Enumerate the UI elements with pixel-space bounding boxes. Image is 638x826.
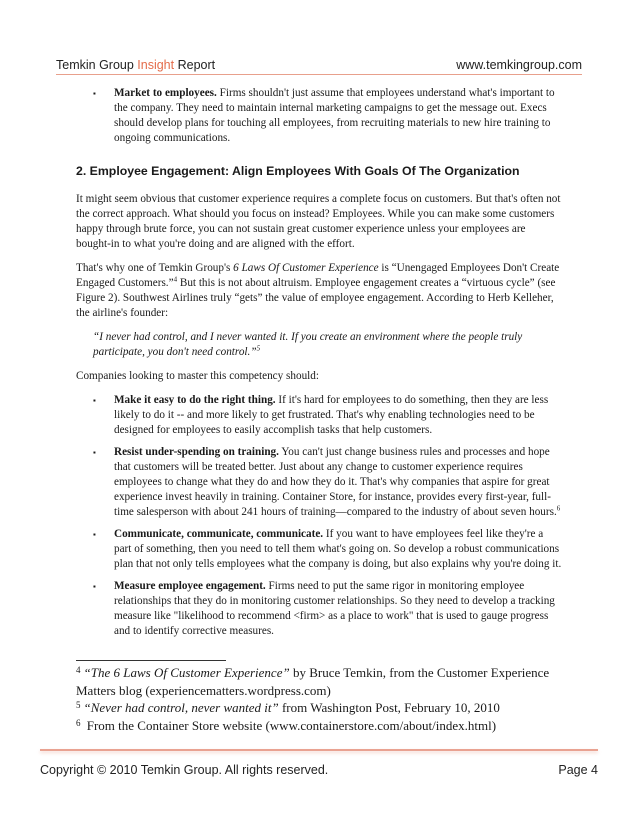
list-item	[76, 527, 562, 572]
kelleher-quote: “I never had control, and I never wanted it. If you create an environment where the people truly participate, you don't need control.”$^5$	[93, 331, 523, 358]
bullet-text: If it's hard for employees to do something, then they are less likely to do it -- and more likely to get frustrated. That's why enabling technologies need to be designed for employees to easily accomplish tasks that help customers.	[114, 394, 549, 436]
page-number: Page 4	[558, 763, 598, 777]
bullet-icon: ▪	[93, 582, 96, 591]
list-item	[76, 86, 562, 146]
footnote-text: by Bruce Temkin, from the Customer Experience Matters blog (experiencematters.wordpress.com)	[76, 665, 550, 698]
footer-divider	[40, 749, 598, 751]
footnote-title: “The 6 Laws Of Customer Experience”	[83, 665, 290, 680]
paragraph-intro: It might seem obvious that customer experience requires a complete focus on customers. But that's often not the correct approach. What should you focus on instead? Employees. While you can make some customers happy through brute force, you can not sustain great customer experience unless your employees are bought-in to what you're doing and are aligned with the effort.	[76, 193, 561, 250]
footnote	[76, 664, 566, 699]
bullet-title: Measure employee engagement.	[114, 580, 266, 592]
footnote-number: 4	[76, 665, 81, 675]
bullet-icon: ▪	[93, 530, 96, 539]
list-item	[76, 393, 562, 438]
bullet-icon: ▪	[93, 448, 96, 457]
book-title: 6 Laws Of Customer Experience	[233, 262, 379, 274]
header-url: www.temkingroup.com	[456, 58, 582, 72]
bullet-title: Communicate, communicate, communicate.	[114, 528, 324, 540]
footnote-ref: 5	[256, 344, 261, 353]
footnote-ref: 4	[173, 275, 178, 284]
copyright-text: Copyright © 2010 Temkin Group. All rights reserved.	[40, 763, 329, 777]
list-item	[76, 445, 562, 520]
header-divider	[56, 74, 582, 75]
footnote-number: 5	[76, 700, 81, 710]
list-item	[76, 579, 562, 639]
footnote-text: From the Container Store website (www.containerstore.com/about/index.html)	[83, 717, 497, 733]
footnote-ref: 6	[556, 504, 561, 513]
footnote	[76, 699, 566, 717]
bullet-title: Market to employees.	[114, 87, 217, 99]
footnote-text: from Washington Post, February 10, 2010	[278, 700, 500, 715]
top-bullet-list	[76, 86, 562, 146]
footnote-divider	[76, 660, 226, 661]
paragraph-laws: That's why one of Temkin Group's 6 Laws Of Customer Experience is “Unengaged Employees Don't Create Engaged Customers.”$^4$ But this is not about altruism. Employee engagement creates a “virtuous cycle” (see Figure 2). Southwest Airlines truly “gets” the value of employee engagement. According to Herb Kelleher, the airline's founder:	[76, 262, 560, 319]
report-brand: Temkin Group Insight Report	[56, 58, 216, 72]
footnote	[76, 717, 566, 735]
bullet-text: If you want to have employees feel like they're a part of something, then you need to tell them what's going on. So develop a robust communications plan that not only tells employees what the company is doing, but also explains why you're doing it.	[114, 528, 562, 570]
brand-highlight: Insight	[137, 58, 175, 72]
bullet-title: Resist under-spending on training.	[114, 446, 279, 458]
competency-bullet-list	[76, 393, 562, 639]
bullet-title: Make it easy to do the right thing.	[114, 394, 276, 406]
bullet-text: Firms shouldn't just assume that employees understand what's important to the company. They need to maintain internal marketing campaigns to get the message out. Execs should develop plans for touching all employees, from recruiting materials to new hire training to ongoing communications.	[114, 87, 555, 144]
footnote-title: “Never had control, never wanted it”	[83, 700, 279, 715]
footnote-number: 6	[76, 717, 81, 728]
page-footer	[40, 763, 598, 777]
page-body	[76, 86, 562, 646]
section-heading: 2. Employee Engagement: Align Employees With Goals Of The Organization	[76, 164, 520, 178]
bullet-text: You can't just change business rules and processes and hope that customers will be treated better. Just about any change to customer experience requires employees to change what they do and how they do it. That's why companies that aspire for great experience invest heavily in training. Container Store, for instance, provides every first-year, full-time salesperson with about 241 hours of training—compared to the industry of about seven hours.	[114, 446, 557, 518]
bullet-icon: ▪	[93, 89, 96, 98]
footnotes	[76, 664, 566, 734]
bullet-text: Firms need to put the same rigor in monitoring employee relationships that they do in monitoring customer relationships. So they need to develop a tracking measure like "likelihood to recommend <firm> as a place to work" that is used to gauge progress and to identify corrective measures.	[114, 580, 555, 637]
lead-in-text: Companies looking to master this competency should:	[76, 370, 319, 382]
bullet-icon: ▪	[93, 396, 96, 405]
page-header	[56, 52, 582, 72]
